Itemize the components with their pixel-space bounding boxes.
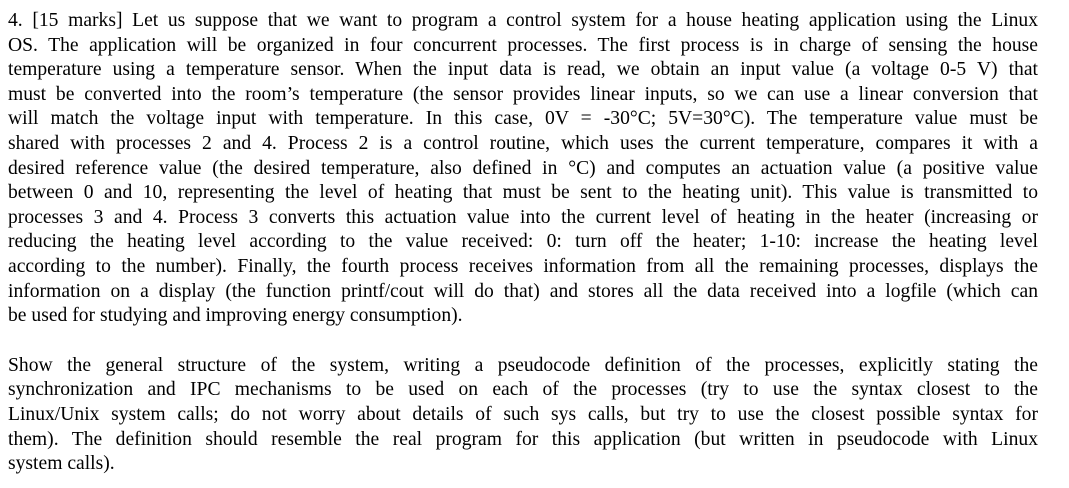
question-paragraph-description (8, 9, 1038, 329)
text-line: information on a display (the function printf/cout will do that) and stores all the data received into a logfile (which can (8, 280, 1038, 302)
question-document (8, 9, 1038, 477)
text-line: between 0 and 10, representing the level of heating that must be sent to the heating unit). This value is transmitted to (8, 182, 1038, 204)
text-line: desired reference value (the desired temperature, also defined in °C) and computes an actuation value (a positive value (8, 157, 1038, 179)
text-line: will match the voltage input with temperature. In this case, 0V = -30°C; 5V=30°C). The temperature value must be (8, 108, 1038, 130)
text-line: Linux/Unix system calls; do not worry about details of such sys calls, but try to use the closest possible syntax for (8, 403, 1038, 425)
text-line: according to the number). Finally, the fourth process receives information from all the remaining processes, displays the (8, 255, 1038, 277)
text-line: reducing the heating level according to the value received: 0: turn off the heater; 1-10: increase the heating level (8, 231, 1038, 253)
text-line: system calls). (8, 453, 115, 475)
text-line: processes 3 and 4. Process 3 converts this actuation value into the current level of heating in the heater (increasing or (8, 206, 1038, 228)
text-line: must be converted into the room’s temperature (the sensor provides linear inputs, so we can use a linear conversion that (8, 83, 1038, 105)
text-line: Show the general structure of the system, writing a pseudocode definition of the processes, explicitly stating the (8, 354, 1038, 376)
text-line: be used for studying and improving energy consumption). (8, 305, 463, 327)
text-line: OS. The application will be organized in four concurrent processes. The first process is in charge of sensing the house (8, 34, 1038, 56)
text-line: shared with processes 2 and 4. Process 2 is a control routine, which uses the current temperature, compares it with a (8, 132, 1038, 154)
paragraph-spacer (8, 329, 1038, 354)
text-line: them). The definition should resemble the real program for this application (but written in pseudocode with Linux (8, 428, 1038, 450)
text-line: 4. [15 marks] Let us suppose that we want to program a control system for a house heating application using the Linux (8, 10, 1038, 31)
question-paragraph-task (8, 354, 1038, 477)
text-line: temperature using a temperature sensor. When the input data is read, we obtain an input value (a voltage 0-5 V) that (8, 59, 1038, 81)
text-line: synchronization and IPC mechanisms to be used on each of the processes (try to use the syntax closest to the (8, 379, 1038, 401)
